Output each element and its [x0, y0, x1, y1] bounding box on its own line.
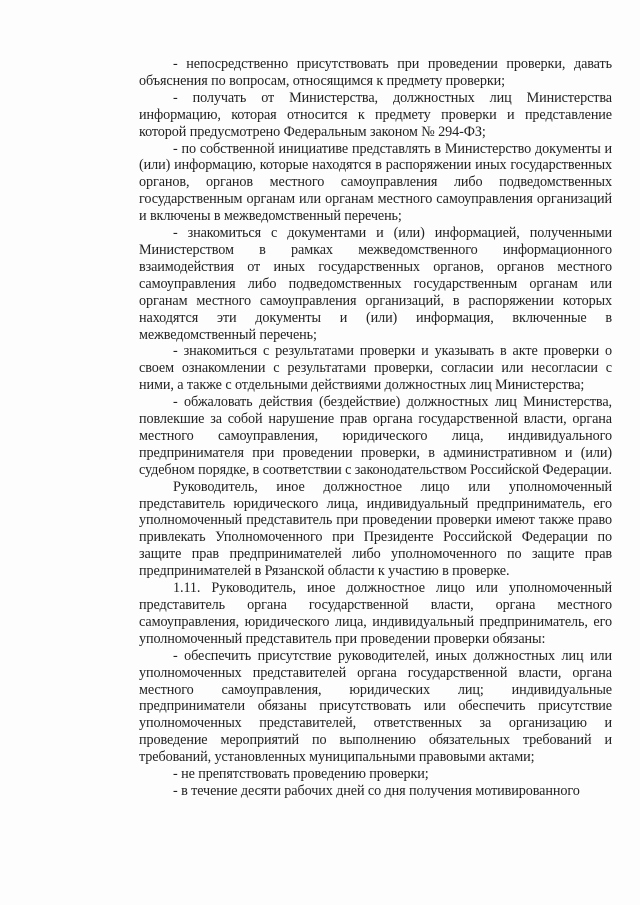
paragraph-right-to-receive-information: - получать от Министерства, должностных лиц Министерства информацию, которая относится к предмету проверки и представление которой предусмотрено Федеральным законом № 294-ФЗ; — [139, 89, 612, 140]
paragraph-ombudsman-right: Руководитель, иное должностное лицо или уполномоченный представитель юридического лица, индивидуальный предприниматель, его уполномоченный представитель при проведении проверки имеют также право привлекать Уполномоченного при Президенте Российской Федерации по защите прав предпринимателей либо уполномоченного по защите прав предпринимателей в Рязанской области к участию в проверке. — [139, 478, 612, 580]
paragraph-right-to-submit-documents: - по собственной инициативе представлять в Министерство документы и (или) информацию, которые находятся в распоряжении иных государственных органов, органов местного самоуправления либо подведомственных государственным органам или органам местного самоуправления организаций и включены в межведомственный перечень; — [139, 140, 612, 225]
paragraph-right-to-be-present: - непосредственно присутствовать при проведении проверки, давать объяснения по вопросам, относящимся к предмету проверки; — [139, 56, 612, 89]
paragraph-duty-within-ten-days: - в течение десяти рабочих дней со дня получения мотивированного — [173, 782, 580, 799]
paragraph-duty-ensure-presence: - обеспечить присутствие руководителей, иных должностных лиц или уполномоченных представителей органа государственной власти, органа местного самоуправления, юридических лиц; индивидуальные предприниматели обязаны присутствовать или обеспечить присутствие уполномоченных представителей, ответственных за организацию и проведение мероприятий по выполнению обязательных требований и требований, установленных муниципальными правовыми актами; — [139, 647, 612, 766]
paragraph-duty-not-obstruct: - не препятствовать проведению проверки; — [173, 766, 429, 783]
paragraph-section-1-11: 1.11. Руководитель, иное должностное лицо или уполномоченный представитель органа государственной власти, органа местного самоуправления, юридического лица, индивидуальный предприниматель, его уполномоченный представитель при проведении проверки обязаны: — [139, 580, 612, 647]
paragraph-right-to-review-results: - знакомиться с результатами проверки и указывать в акте проверки о своем ознакомлении с результатами проверки, согласии или несогласии с ними, а также с отдельными действиями должностных лиц Министерства; — [139, 343, 612, 394]
paragraph-right-to-review-documents: - знакомиться с документами и (или) информацией, полученными Министерством в рамках межведомственного информационного взаимодействия от иных государственных органов, органов местного самоуправления либо подведомственных государственным органам или органам местного самоуправления организаций, в распоряжении которых находятся эти документы и (или) информация, включенные в межведомственный перечень; — [139, 225, 612, 343]
paragraph-right-to-appeal: - обжаловать действия (бездействие) должностных лиц Министерства, повлекшие за собой нарушение прав органа государственной власти, органа местного самоуправления, юридического лица, индивидуального предпринимателя при проведении проверки, в административном и (или) судебном порядке, в соответствии с законодательством Российской Федерации. — [139, 394, 612, 478]
document-body — [139, 56, 612, 800]
